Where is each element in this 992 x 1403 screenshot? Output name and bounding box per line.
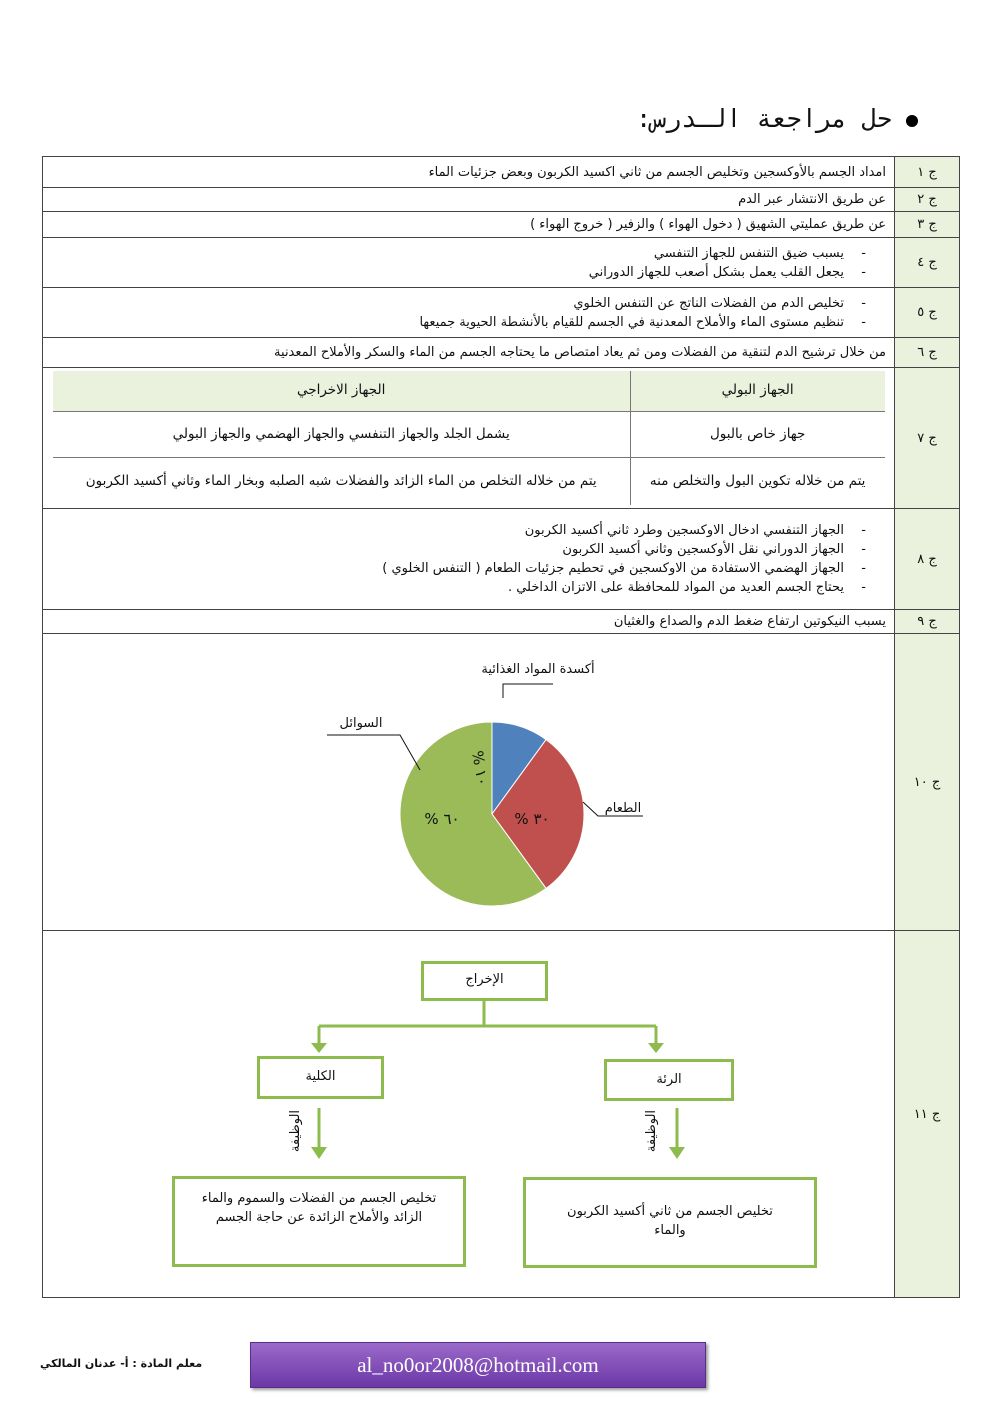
kidney-node [257, 1056, 384, 1099]
pie-value-label: ١٠ % [468, 749, 492, 788]
teacher-name: معلم المادة : أ- عدنان المالكي [40, 1357, 203, 1370]
email-banner[interactable]: al_no0or2008@hotmail.com [250, 1342, 706, 1388]
heading-text: حل مراجعة الـدرس: [636, 104, 892, 133]
answer-list [51, 521, 886, 597]
list-item: - تخليص الدم من الفضلات الناتج عن التنفس الخلوي [51, 294, 866, 313]
column-header-excretory: الجهاز الاخراجي [53, 371, 631, 412]
answer-row-9 [43, 610, 960, 634]
answer-row-4 [43, 238, 960, 288]
answer-row-6 [43, 338, 960, 368]
answer-row-8 [43, 509, 960, 610]
answer-number: ج ٣ [895, 212, 960, 238]
table-cell: يتم من خلاله التخلص من الماء الزائد والفضلات شبه الصلبه وبخار الماء وثاني أكسيد الكربون [85, 473, 597, 489]
pie-value-label: ٦٠ % [424, 810, 460, 828]
answer-text: عن طريق الانتشار عبر الدم [43, 188, 895, 212]
answer-row-5 [43, 288, 960, 338]
answers-table [42, 156, 960, 1298]
list-item: - الجهاز الهضمي الاستفادة من الاوكسجين في تحطيم جزئيات الطعام ( التنفس الخلوي ) [51, 559, 866, 578]
answer-number: ج ٤ [895, 238, 960, 288]
answer-number: ج ٧ [895, 368, 960, 509]
list-item: - يحتاج الجسم العديد من المواد للمحافظة على الاتزان الداخلي . [51, 578, 866, 597]
answer-row-3 [43, 212, 960, 238]
excretion-diagram [43, 931, 894, 1297]
kidney-function-box [172, 1176, 466, 1267]
pie-leader-line [327, 735, 420, 770]
list-item: - يجعل القلب يعمل بشكل أصعب للجهاز الدوراني [51, 263, 866, 282]
lung-node-label: الرئة [656, 1072, 682, 1087]
pie-leader-line [503, 684, 553, 698]
arrow-down-icon [648, 1043, 664, 1053]
answer-row-10 [43, 634, 960, 931]
lung-node [604, 1059, 734, 1101]
lung-function-text: تخليص الجسم من ثاني أكسيد الكربون والماء [567, 1204, 773, 1238]
root-node-label: الإخراج [465, 972, 504, 987]
pie-category-label: الطعام [604, 801, 642, 816]
answer-number: ج ١٠ [895, 634, 960, 931]
edge-label-right: الوظيفة [644, 1109, 659, 1153]
answer-number: ج ١ [895, 157, 960, 188]
answer-row-7 [43, 368, 960, 509]
answer-text: من خلال ترشيح الدم لتنقية من الفضلات ومن ثم يعاد امتصاص ما يحتاجه الجسم من الماء والسكر والأملاح المعدنية [43, 338, 895, 368]
answer-number: ج ٥ [895, 288, 960, 338]
answer-number: ج ٩ [895, 610, 960, 634]
list-item: - الجهاز الدوراني نقل الأوكسجين وثاني أكسيد الكربون [51, 540, 866, 559]
table-cell: جهاز خاص بالبول [630, 411, 884, 457]
table-cell: يشمل الجلد والجهاز التنفسي والجهاز الهضمي والجهاز البولي [53, 411, 631, 457]
pie-value-label: ٣٠ % [514, 810, 550, 828]
answer-list [51, 244, 886, 282]
list-item: - يسبب ضيق التنفس للجهاز التنفسي [51, 244, 866, 263]
lung-function-box [523, 1177, 817, 1268]
arrow-down-icon [311, 1147, 327, 1159]
answer-row-2 [43, 188, 960, 212]
arrow-down-icon [669, 1147, 685, 1159]
table-cell: يتم من خلاله تكوين البول والتخلص منه [630, 457, 884, 505]
kidney-function-text: تخليص الجسم من الفضلات والسموم والماء الزائد والأملاح الزائدة عن حاجة الجسم [201, 1191, 437, 1225]
answer-number: ج ٢ [895, 188, 960, 212]
answer-text: يسبب النيكوتين ارتفاع ضغط الدم والصداع والغثيان [43, 610, 895, 634]
answer-text: امداد الجسم بالأوكسجين وتخليص الجسم من ثاني اكسيد الكربون وبعض جزئيات الماء [43, 157, 895, 188]
edge-label-left: الوظيفة [288, 1109, 303, 1153]
page-heading [636, 104, 918, 133]
pie-category-label: السوائل [339, 716, 383, 731]
answer-number: ج ٨ [895, 509, 960, 610]
list-item: - الجهاز التنفسي ادخال الاوكسجين وطرد ثاني أكسيد الكربون [51, 521, 866, 540]
comparison-table [53, 371, 885, 506]
answer-number: ج ١١ [895, 931, 960, 1298]
pie-category-label: أكسدة المواد الغذائية [481, 662, 595, 677]
root-node [421, 961, 548, 1001]
list-item: - تنظيم مستوى الماء والأملاح المعدنية في الجسم للقيام بالأنشطة الحيوية جميعها [51, 313, 866, 332]
arrow-down-icon [311, 1043, 327, 1053]
answer-number: ج ٦ [895, 338, 960, 368]
answer-list [51, 294, 886, 332]
column-header-urinary: الجهاز البولي [630, 371, 884, 412]
kidney-node-label: الكلية [305, 1069, 336, 1084]
answer-text: عن طريق عمليتي الشهيق ( دخول الهواء ) والزفير ( خروج الهواء ) [43, 212, 895, 238]
answer-row-11 [43, 931, 960, 1298]
pie-chart [43, 634, 885, 930]
answer-row-1 [43, 157, 960, 188]
